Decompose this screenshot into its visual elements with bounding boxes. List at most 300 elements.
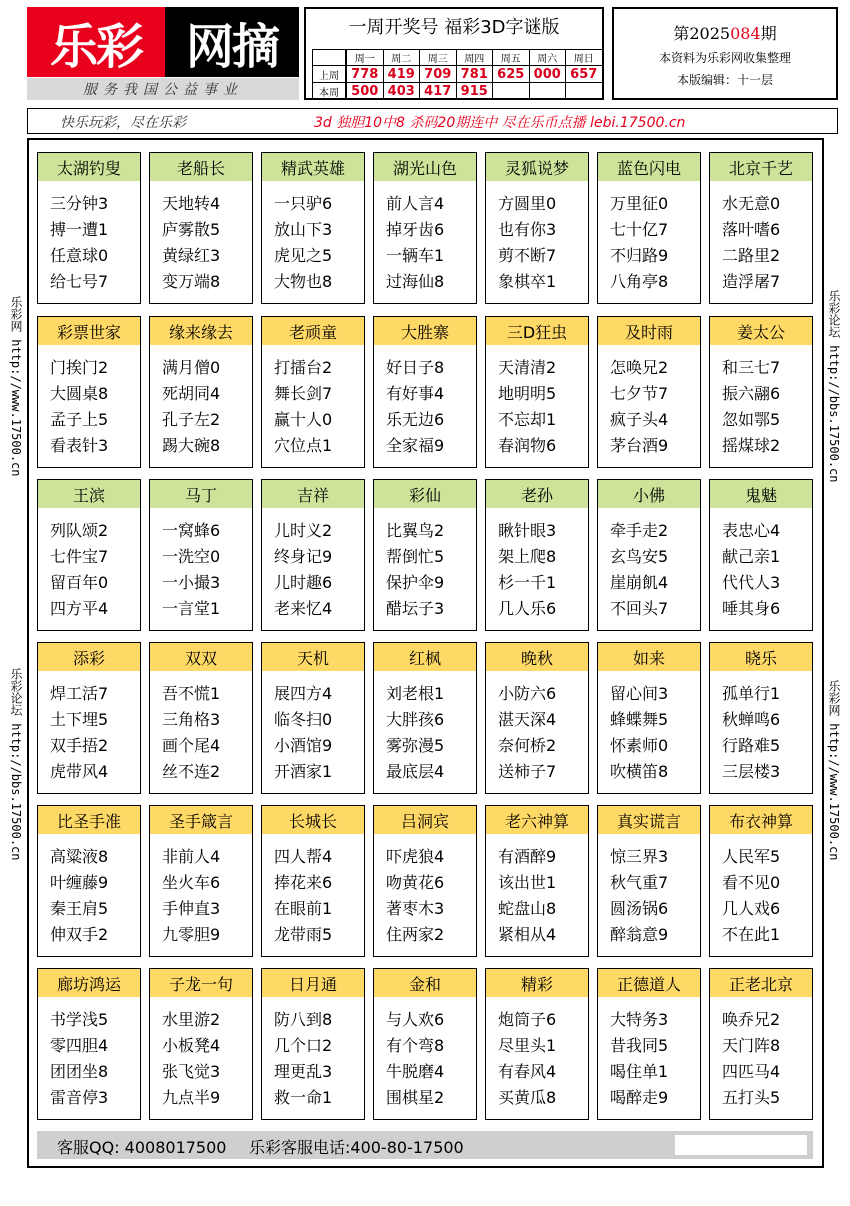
riddle-line: 吻黄花6 <box>386 873 445 892</box>
riddle-card <box>709 152 813 304</box>
riddle-card-title: 吉祥 <box>262 480 364 508</box>
riddle-line: 忽如鄂5 <box>722 410 781 429</box>
riddle-card <box>597 642 701 794</box>
riddle-card <box>597 152 701 304</box>
riddle-line: 七件宝7 <box>50 547 109 566</box>
riddle-line: 唾其身6 <box>722 599 781 618</box>
riddle-line: 儿时趣6 <box>274 573 333 592</box>
riddle-line: 庐雾散5 <box>162 220 221 239</box>
riddle-line: 穴位点1 <box>274 436 333 455</box>
riddle-line: 牛脱磨4 <box>386 1062 445 1081</box>
riddle-line: 一洗空0 <box>162 547 221 566</box>
riddle-card <box>373 479 477 631</box>
riddle-line: 赢十人0 <box>274 410 333 429</box>
riddle-line: 列队颂2 <box>50 521 109 540</box>
riddle-card <box>597 968 701 1120</box>
riddle-line: 放山下3 <box>274 220 333 239</box>
logo <box>27 7 299 77</box>
riddle-card <box>373 642 477 794</box>
riddle-line: 万里征0 <box>610 194 669 213</box>
riddle-line: 乐无边6 <box>386 410 445 429</box>
riddle-line: 在眼前1 <box>274 899 333 918</box>
riddle-card-title: 三D狂虫 <box>486 317 588 345</box>
riddle-card-title: 比圣手准 <box>38 806 140 834</box>
riddle-card-title: 精武英雄 <box>262 153 364 181</box>
riddle-card-title: 晓乐 <box>710 643 812 671</box>
riddle-card <box>37 152 141 304</box>
riddle-line: 临冬扫0 <box>274 710 333 729</box>
riddle-card-title: 太湖钓叟 <box>38 153 140 181</box>
riddle-card <box>597 805 701 957</box>
riddle-line: 有酒醉9 <box>498 847 557 866</box>
riddle-card <box>709 805 813 957</box>
riddle-card-title: 王滨 <box>38 480 140 508</box>
riddle-line: 看表针3 <box>50 436 109 455</box>
riddle-card <box>37 642 141 794</box>
riddle-line: 代代人3 <box>722 573 781 592</box>
riddle-line: 大圆桌8 <box>50 384 109 403</box>
riddle-card <box>485 642 589 794</box>
riddle-card <box>261 479 365 631</box>
riddle-line: 疯子头4 <box>610 410 669 429</box>
riddle-line: 小板凳4 <box>162 1036 221 1055</box>
riddle-card <box>261 152 365 304</box>
riddle-line: 土下埋5 <box>50 710 109 729</box>
riddle-line: 七夕节7 <box>610 384 669 403</box>
riddle-line: 满月僧0 <box>162 358 221 377</box>
riddle-line: 四匹马4 <box>722 1062 781 1081</box>
riddle-line: 围棋星2 <box>386 1088 445 1107</box>
riddle-line: 老来忆4 <box>274 599 333 618</box>
issue-number <box>614 21 836 44</box>
riddle-line: 住两家2 <box>386 925 445 944</box>
riddle-card-title: 彩仙 <box>374 480 476 508</box>
riddle-line: 吾不慌1 <box>162 684 221 703</box>
riddle-card-title: 缘来缘去 <box>150 317 252 345</box>
riddle-line: 零四胆4 <box>50 1036 109 1055</box>
riddle-line: 五打头5 <box>722 1088 781 1107</box>
riddle-line: 孟子上5 <box>50 410 109 429</box>
this-week-label: 本周 <box>312 82 346 100</box>
riddle-line: 舞长剑7 <box>274 384 333 403</box>
riddle-line: 蜂蝶舞5 <box>610 710 669 729</box>
day-header: 周四 <box>456 49 494 66</box>
last-week-number: 709 <box>419 65 457 83</box>
riddle-card-title: 灵狐说梦 <box>486 153 588 181</box>
riddle-line: 与人欢6 <box>386 1010 445 1029</box>
riddle-card-title: 及时雨 <box>598 317 700 345</box>
riddle-line: 水里游2 <box>162 1010 221 1029</box>
riddle-card <box>373 316 477 468</box>
riddle-line: 有春风4 <box>498 1062 557 1081</box>
riddle-card <box>597 479 701 631</box>
riddle-line: 书学浅5 <box>50 1010 109 1029</box>
riddle-card <box>37 479 141 631</box>
draw-title: 一周开奖号 福彩3D字谜版 <box>348 17 560 38</box>
draw-corner <box>312 49 346 66</box>
riddle-card-title: 吕洞宾 <box>374 806 476 834</box>
side-left-top: 乐彩网 http://www.17500.cn <box>9 296 23 477</box>
riddle-card-title: 天机 <box>262 643 364 671</box>
riddle-line: 天清清2 <box>498 358 557 377</box>
riddle-card-title: 马丁 <box>150 480 252 508</box>
riddle-card-title: 老六神算 <box>486 806 588 834</box>
riddle-line: 比翼鸟2 <box>386 521 445 540</box>
riddle-line: 尽里头1 <box>498 1036 557 1055</box>
riddle-line: 炮筒子6 <box>498 1010 557 1029</box>
riddle-line: 终身记9 <box>274 547 333 566</box>
riddle-card-title: 老船长 <box>150 153 252 181</box>
last-week-number: 000 <box>529 65 567 83</box>
riddle-line: 昔我同5 <box>610 1036 669 1055</box>
riddle-line: 紧相从4 <box>498 925 557 944</box>
riddle-line: 一言堂1 <box>162 599 221 618</box>
riddle-line: 给七号7 <box>50 272 109 291</box>
riddle-card <box>149 152 253 304</box>
riddle-line: 湛天深4 <box>498 710 557 729</box>
riddle-line: 该出世1 <box>498 873 557 892</box>
riddle-line: 搏一遭1 <box>50 220 109 239</box>
riddle-line: 门挨门2 <box>50 358 109 377</box>
riddle-line: 玄鸟安5 <box>610 547 669 566</box>
riddle-card <box>149 805 253 957</box>
riddle-line: 买黄瓜8 <box>498 1088 557 1107</box>
day-header: 周日 <box>565 49 603 66</box>
riddle-line: 几人戏6 <box>722 899 781 918</box>
riddle-card-title: 大胜寨 <box>374 317 476 345</box>
riddle-card-title: 添彩 <box>38 643 140 671</box>
riddle-line: 保护伞9 <box>386 573 445 592</box>
riddle-line: 行路难5 <box>722 736 781 755</box>
riddle-line: 九点半9 <box>162 1088 221 1107</box>
riddle-line: 死胡同4 <box>162 384 221 403</box>
slogan: 服务我国公益事业 <box>27 78 299 100</box>
riddle-card <box>261 968 365 1120</box>
riddle-line: 落叶嗜6 <box>722 220 781 239</box>
riddle-line: 一只驴6 <box>274 194 333 213</box>
logo-red-text: 乐彩 <box>27 7 165 77</box>
riddle-card <box>485 968 589 1120</box>
riddle-card <box>709 968 813 1120</box>
riddle-line: 吹横笛8 <box>610 762 669 781</box>
source-note: 本资料为乐彩网收集整理 <box>658 51 791 65</box>
issue-num: 084 <box>730 24 761 43</box>
this-week-number: 915 <box>456 82 494 100</box>
logo-black-text: 网摘 <box>185 18 278 75</box>
riddle-line: 龙带雨5 <box>274 925 333 944</box>
footer-phone: 乐彩客服电话:400-80-17500 <box>249 1138 464 1157</box>
riddle-card <box>261 805 365 957</box>
riddle-line: 一小撮3 <box>162 573 221 592</box>
riddle-card <box>709 642 813 794</box>
riddle-line: 摇煤球2 <box>722 436 781 455</box>
riddle-line: 喝醉走9 <box>610 1088 669 1107</box>
this-week-number: 403 <box>383 82 421 100</box>
riddle-card <box>373 805 477 957</box>
riddle-line: 送柿子7 <box>498 762 557 781</box>
this-week-number <box>529 82 567 100</box>
riddle-line: 理更乱3 <box>274 1062 333 1081</box>
riddle-line: 有好事4 <box>386 384 445 403</box>
riddle-line: 不归路9 <box>610 246 669 265</box>
riddle-line: 留心间3 <box>610 684 669 703</box>
this-week-number <box>565 82 603 100</box>
riddle-card <box>485 152 589 304</box>
riddle-line: 好日子8 <box>386 358 445 377</box>
issue-box <box>612 7 838 100</box>
day-header: 周二 <box>383 49 421 66</box>
riddle-line: 地明明5 <box>498 384 557 403</box>
riddle-line: 怎唤兄2 <box>610 358 669 377</box>
riddle-line: 救一命1 <box>274 1088 333 1107</box>
riddle-card-title: 金和 <box>374 969 476 997</box>
riddle-line: 春润物6 <box>498 436 557 455</box>
riddle-line: 大物也8 <box>274 272 333 291</box>
riddle-card <box>149 968 253 1120</box>
riddle-card-title: 真实谎言 <box>598 806 700 834</box>
riddle-card-title: 长城长 <box>262 806 364 834</box>
riddle-line: 画个尾4 <box>162 736 221 755</box>
riddle-card <box>149 642 253 794</box>
riddle-card <box>261 642 365 794</box>
day-header: 周五 <box>492 49 530 66</box>
riddle-card-title: 廊坊鸿运 <box>38 969 140 997</box>
riddle-card-title: 正德道人 <box>598 969 700 997</box>
riddle-line: 大胖孩6 <box>386 710 445 729</box>
riddle-line: 秦王肩5 <box>50 899 109 918</box>
riddle-card-title: 晚秋 <box>486 643 588 671</box>
riddle-card-title: 红枫 <box>374 643 476 671</box>
riddle-card-title: 湖光山色 <box>374 153 476 181</box>
last-week-number: 657 <box>565 65 603 83</box>
riddle-card <box>261 316 365 468</box>
riddle-card-title: 鬼魅 <box>710 480 812 508</box>
riddle-line: 雾弥漫5 <box>386 736 445 755</box>
riddle-line: 张飞觉3 <box>162 1062 221 1081</box>
riddle-line: 三分钟3 <box>50 194 109 213</box>
riddle-line: 一窝蜂6 <box>162 521 221 540</box>
riddle-line: 变万端8 <box>162 272 221 291</box>
riddle-line: 开酒家1 <box>274 762 333 781</box>
riddle-line: 天门阵8 <box>722 1036 781 1055</box>
riddle-line: 醋坛子3 <box>386 599 445 618</box>
ribbon-promo-link[interactable]: 3d 独胆10中8 杀码20期连中 尽在乐币点播 lebi.17500.cn <box>314 115 686 131</box>
riddle-line: 踢大碗8 <box>162 436 221 455</box>
riddle-line: 一辆车1 <box>386 246 445 265</box>
riddle-line: 不回头7 <box>610 599 669 618</box>
issue-suffix: 期 <box>760 24 777 43</box>
riddle-line: 著枣木3 <box>386 899 445 918</box>
riddle-line: 虎带风4 <box>50 762 109 781</box>
riddle-card <box>709 479 813 631</box>
riddle-card <box>485 316 589 468</box>
riddle-card-title: 老孙 <box>486 480 588 508</box>
riddle-line: 架上爬8 <box>498 547 557 566</box>
riddle-card-title: 双双 <box>150 643 252 671</box>
riddle-line: 全家福9 <box>386 436 445 455</box>
riddle-line: 杉一千1 <box>498 573 557 592</box>
riddle-line: 怀素师0 <box>610 736 669 755</box>
riddle-line: 剪不断7 <box>498 246 557 265</box>
this-week-number: 417 <box>419 82 457 100</box>
riddle-line: 三层楼3 <box>722 762 781 781</box>
riddle-line: 八角亭8 <box>610 272 669 291</box>
promo-ribbon <box>27 108 838 134</box>
riddle-line: 象棋卒1 <box>498 272 557 291</box>
riddle-card-title: 正老北京 <box>710 969 812 997</box>
riddle-line: 二路里2 <box>722 246 781 265</box>
riddle-card <box>709 316 813 468</box>
ribbon-slogan: 快乐玩彩，尽在乐彩 <box>60 115 186 131</box>
riddle-line: 刘老根1 <box>386 684 445 703</box>
riddle-line: 儿时义2 <box>274 521 333 540</box>
day-header: 周六 <box>529 49 567 66</box>
riddle-line: 防八到8 <box>274 1010 333 1029</box>
footer-qq: 客服QQ: 4008017500 <box>57 1138 227 1157</box>
day-header: 周三 <box>419 49 457 66</box>
riddle-card <box>37 316 141 468</box>
riddle-line: 高粱液8 <box>50 847 109 866</box>
riddle-line: 四人帮4 <box>274 847 333 866</box>
this-week-number <box>492 82 530 100</box>
riddle-line: 任意球0 <box>50 246 109 265</box>
riddle-card <box>149 479 253 631</box>
riddle-line: 秋蝉鸣6 <box>722 710 781 729</box>
riddle-line: 方圆里0 <box>498 194 557 213</box>
riddle-line: 小防六6 <box>498 684 557 703</box>
footer-blank-box <box>675 1135 807 1155</box>
riddle-card-title: 圣手箴言 <box>150 806 252 834</box>
riddle-line: 孔子左2 <box>162 410 221 429</box>
riddle-line: 不在此1 <box>722 925 781 944</box>
riddle-line: 小酒馆9 <box>274 736 333 755</box>
side-right-top: 乐彩论坛 http://bbs.17500.cn <box>827 290 841 483</box>
riddle-line: 过海仙8 <box>386 272 445 291</box>
riddle-line: 唤乔兄2 <box>722 1010 781 1029</box>
last-week-number: 778 <box>346 65 384 83</box>
riddle-line: 几个口2 <box>274 1036 333 1055</box>
last-week-label: 上周 <box>312 65 346 83</box>
riddle-card-title: 子龙一句 <box>150 969 252 997</box>
riddle-line: 前人言4 <box>386 194 445 213</box>
riddle-line: 几人乐6 <box>498 599 557 618</box>
riddle-line: 天地转4 <box>162 194 221 213</box>
riddle-card-title: 姜太公 <box>710 317 812 345</box>
riddle-line: 和三七7 <box>722 358 781 377</box>
weekly-draw-box <box>304 7 604 100</box>
riddle-line: 看不见0 <box>722 873 781 892</box>
riddle-line: 崖崩飢4 <box>610 573 669 592</box>
riddle-line: 孤单行1 <box>722 684 781 703</box>
riddle-card <box>485 805 589 957</box>
riddle-line: 造浮屠7 <box>722 272 781 291</box>
riddle-line: 坐火车6 <box>162 873 221 892</box>
riddle-line: 惊三界3 <box>610 847 669 866</box>
draw-grid <box>312 49 602 101</box>
riddle-line: 非前人4 <box>162 847 221 866</box>
riddle-line: 丝不连2 <box>162 762 221 781</box>
riddle-line: 留百年0 <box>50 573 109 592</box>
riddle-card <box>373 968 477 1120</box>
riddle-line: 也有你3 <box>498 220 557 239</box>
riddle-card-title: 日月通 <box>262 969 364 997</box>
riddle-line: 九零胆9 <box>162 925 221 944</box>
riddle-line: 展四方4 <box>274 684 333 703</box>
riddle-line: 团团坐8 <box>50 1062 109 1081</box>
riddle-line: 七十亿7 <box>610 220 669 239</box>
riddle-line: 表忠心4 <box>722 521 781 540</box>
riddle-line: 黄绿红3 <box>162 246 221 265</box>
riddle-line: 焊工活7 <box>50 684 109 703</box>
riddle-line: 不忘却1 <box>498 410 557 429</box>
riddle-line: 喝住单1 <box>610 1062 669 1081</box>
last-week-number: 419 <box>383 65 421 83</box>
day-header: 周一 <box>346 49 384 66</box>
riddle-card-title: 老顽童 <box>262 317 364 345</box>
last-week-number: 781 <box>456 65 494 83</box>
riddle-line: 瞅针眼3 <box>498 521 557 540</box>
riddle-card <box>37 805 141 957</box>
riddle-card <box>597 316 701 468</box>
riddle-card-title: 布衣神算 <box>710 806 812 834</box>
riddle-line: 四方平4 <box>50 599 109 618</box>
riddle-line: 雷音停3 <box>50 1088 109 1107</box>
riddle-card-title: 小佛 <box>598 480 700 508</box>
riddle-line: 大特务3 <box>610 1010 669 1029</box>
editor-note: 本版编辑：十一层 <box>676 73 773 87</box>
riddle-line: 牵手走2 <box>610 521 669 540</box>
riddle-line: 吓虎狼4 <box>386 847 445 866</box>
riddle-line: 打擂台2 <box>274 358 333 377</box>
this-week-number: 500 <box>346 82 384 100</box>
riddle-line: 三角格3 <box>162 710 221 729</box>
footer-bar <box>37 1131 813 1159</box>
riddle-line: 有个弯8 <box>386 1036 445 1055</box>
riddle-card-title: 精彩 <box>486 969 588 997</box>
riddle-card-title: 北京千艺 <box>710 153 812 181</box>
riddle-card-title: 蓝色闪电 <box>598 153 700 181</box>
side-left-bottom: 乐彩论坛 http://bbs.17500.cn <box>9 668 23 861</box>
riddle-line: 秋气重7 <box>610 873 669 892</box>
side-right-bottom: 乐彩网 http://www.17500.cn <box>827 680 841 861</box>
riddle-card-title: 如来 <box>598 643 700 671</box>
riddle-line: 茅台酒9 <box>610 436 669 455</box>
riddle-line: 捧花来6 <box>274 873 333 892</box>
riddle-line: 振六翮6 <box>722 384 781 403</box>
riddle-line: 人民军5 <box>722 847 781 866</box>
riddle-line: 伸双手2 <box>50 925 109 944</box>
riddle-card <box>485 479 589 631</box>
riddle-line: 掉牙齿6 <box>386 220 445 239</box>
riddle-line: 奈何桥2 <box>498 736 557 755</box>
riddle-line: 帮倒忙5 <box>386 547 445 566</box>
issue-prefix: 第2025 <box>673 24 731 43</box>
riddle-card <box>149 316 253 468</box>
riddle-line: 水无意0 <box>722 194 781 213</box>
last-week-number: 625 <box>492 65 530 83</box>
riddle-card <box>373 152 477 304</box>
riddle-line: 蛇盘山8 <box>498 899 557 918</box>
riddle-line: 最底层4 <box>386 762 445 781</box>
riddle-card <box>37 968 141 1120</box>
riddle-line: 叶缠藤9 <box>50 873 109 892</box>
riddle-line: 虎见之5 <box>274 246 333 265</box>
riddle-line: 手伸直3 <box>162 899 221 918</box>
riddle-line: 双手捂2 <box>50 736 109 755</box>
riddle-line: 献己亲1 <box>722 547 781 566</box>
riddle-line: 圆汤锅6 <box>610 899 669 918</box>
riddle-line: 醉翁意9 <box>610 925 669 944</box>
